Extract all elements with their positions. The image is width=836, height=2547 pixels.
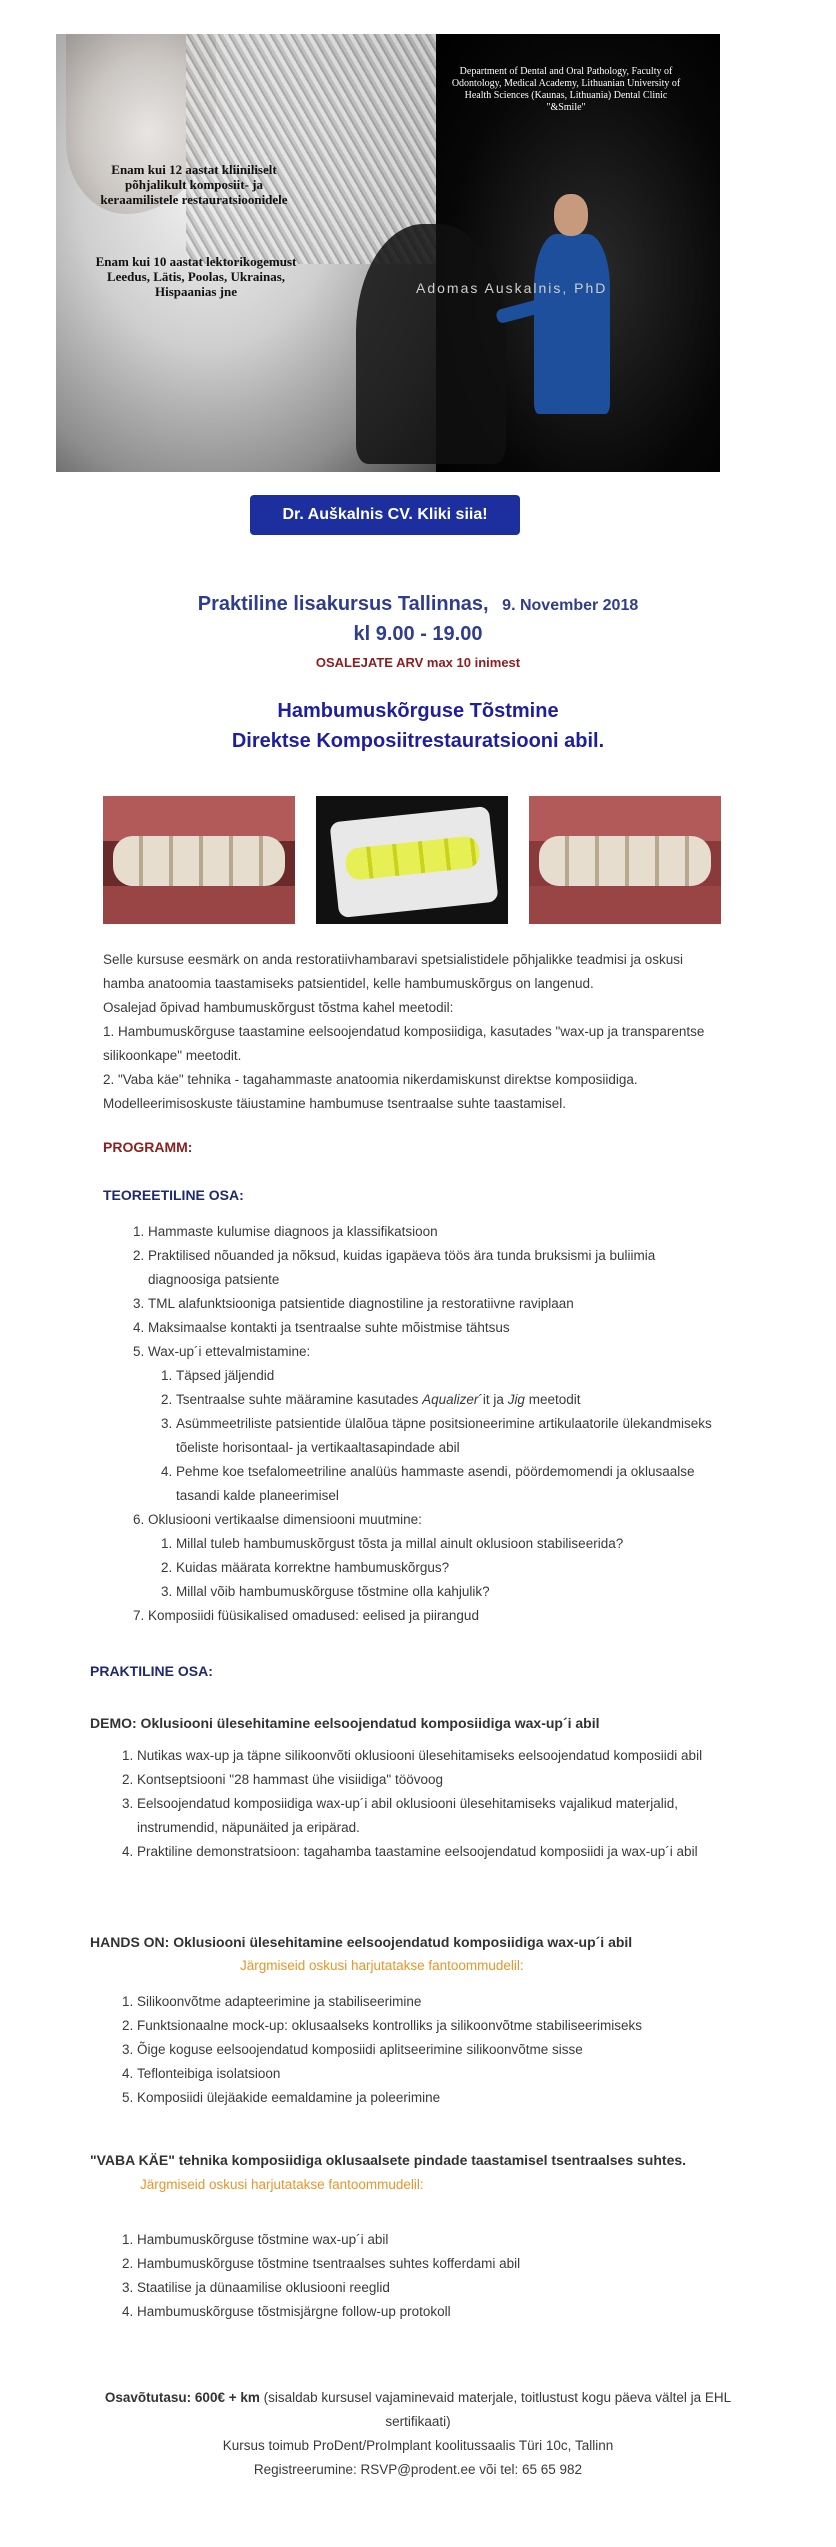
- course-title-line: [0, 593, 836, 616]
- worn-teeth-photo: [103, 796, 295, 924]
- hands-on-heading: [90, 1930, 730, 1978]
- fee-note: (sisaldab kursusel vajaminevaid materjale, toitlustust kogu päeva vältel ja EHL sertifikaati): [259, 2390, 732, 2429]
- hands-on-note: Järgmiseid oskusi harjutatakse fantoommudelil:: [240, 1958, 524, 1973]
- intro-paragraph: 2. "Vaba käe" tehnika - tagahammaste anatoomia nikerdamiskunst direktse komposiidiga. Modelleerimisoskuste täiustamine hambumuse tsentraalse suhte taastamisel.: [103, 1072, 638, 1111]
- list-item: 3. Asümmeetriliste patsientide ülalõua täpne positsioneerimine artikulaatorile ülekandmiseks tõeliste horisontaal- ja vertikaaltasapindade abil: [176, 1412, 728, 1460]
- program-heading: PROGRAMM:: [103, 1139, 193, 1155]
- list-item: 3. Millal võib hambumuskõrguse tõstmine olla kahjulik?: [176, 1580, 728, 1604]
- intro-paragraph: Osalejad õpivad hambumuskõrgust tõstma kahel meetodil:: [103, 1000, 454, 1015]
- intro-paragraph: 1. Hambumuskõrguse taastamine eelsoojendatud komposiidiga, kasutades "wax-up ja transparentse silikoonkape" meetodit.: [103, 1024, 705, 1063]
- theory-heading: TEOREETILINE OSA:: [103, 1187, 244, 1203]
- list-item: 7. Komposiidi füüsikalised omadused: eelised ja piirangud: [148, 1604, 728, 1628]
- course-time: kl 9.00 - 19.00: [353, 623, 483, 645]
- hands-on-list: [107, 1990, 707, 2110]
- speaker-figure: [526, 194, 616, 444]
- list-item: 2. Funktsionaalne mock-up: oklusaalseks kontrolliks ja silikoonvõtme stabiliseerimiseks: [137, 2014, 707, 2038]
- practical-heading: PRAKTILINE OSA:: [90, 1663, 213, 1679]
- list-item: 3. Eelsoojendatud komposiidiga wax-up´i abil oklusiooni ülesehitamiseks vajalikud materjalid, instrumendid, näpunäited ja eripärad.: [137, 1792, 707, 1840]
- list-item: 2. Kuidas määrata korrektne hambumuskõrgus?: [176, 1556, 728, 1580]
- list-item: 4. Teflonteibiga isolatsioon: [137, 2062, 707, 2086]
- list-item: 3. Staatilise ja dünaamilise oklusiooni reeglid: [137, 2276, 707, 2300]
- list-item: 3. TML alafunktsiooniga patsientide diagnostiline ja restoratiivne raviplaan: [148, 1292, 728, 1316]
- list-item: 6. Oklusiooni vertikaalse dimensiooni muutmine: 1. Millal tuleb hambumuskõrgust tõsta ja millal ainult oklusioon stabiliseerida? 2. Kuidas määrata korrektne hambumuskõrgus? 3. Millal võib hambumuskõrguse tõstmine olla kahjulik?: [148, 1508, 728, 1604]
- course-intro: [103, 948, 723, 1116]
- free-hand-heading: [90, 2148, 730, 2197]
- list-item: 1. Nutikas wax-up ja täpne silikoonvõti oklusiooni ülesehitamiseks eelsoojendatud komposiidi abil: [137, 1744, 707, 1768]
- list-item: 4. Praktiline demonstratsioon: tagahamba taastamine eelsoojendatud komposiidi ja wax-up´i abil: [137, 1840, 707, 1864]
- course-title: Praktiline lisakursus Tallinnas,: [197, 593, 489, 615]
- demo-heading: DEMO: Oklusiooni ülesehitamine eelsoojendatud komposiidiga wax-up´i abil: [90, 1715, 600, 1731]
- list-item: 1. Silikoonvõtme adapteerimine ja stabiliseerimine: [137, 1990, 707, 2014]
- list-item: 4. Pehme koe tsefalomeetriline analüüs hammaste asendi, pöördemomendi ja oklusaalse tasandi kalde planeerimisel: [176, 1460, 728, 1508]
- list-item: 2. Hambumuskõrguse tõstmine tsentraalses suhtes kofferdami abil: [137, 2252, 707, 2276]
- speaker-shadow: [356, 224, 506, 464]
- list-item: 1. Hammaste kulumise diagnoos ja klassifikatsioon: [148, 1220, 728, 1244]
- hero-speaker-name: Adomas Auskalnis, PhD: [416, 280, 608, 296]
- list-item: 1. Hambumuskõrguse tõstmine wax-up´i abil: [137, 2228, 707, 2252]
- theory-list: [118, 1220, 728, 1628]
- list-item: 5. Wax-up´i ettevalmistamine: 1. Täpsed jäljendid 2. Tsentraalse suhte määramine kasutades Aqualizer´it ja Jig meetodit 3. Asümmeetriliste patsientide ülalõua täpne positsioneerimine artikulaatorile ülekandmiseks tõeliste horisontaal- ja vertikaaltasapindade abil 4. Pehme koe tsefalomeetriline analüüs hammaste asendi, pöördemomendi ja oklusaalse tasandi kalde planeerimisel: [148, 1340, 728, 1508]
- free-hand-note: Järgmiseid oskusi harjutatakse fantoommudelil:: [140, 2177, 424, 2192]
- free-hand-list: [107, 2228, 707, 2324]
- free-hand-title: "VABA KÄE" tehnika komposiidiga oklusaalsete pindade taastamisel tsentraalses suhtes.: [90, 2152, 687, 2168]
- intro-paragraph: Selle kursuse eesmärk on anda restoratiivhambaravi spetsialistidele põhjalikke teadmisi ja oskusi hamba anatoomia taastamiseks patsientidel, kelle hambumuskõrgus on langenud.: [103, 952, 684, 991]
- list-item: 1. Täpsed jäljendid: [176, 1364, 728, 1388]
- restored-teeth-photo: [529, 796, 721, 924]
- registration-line: Registreerumine: RSVP@prodent.ee või tel: 65 65 982: [253, 2462, 583, 2477]
- list-item: 4. Maksimaalse kontakti ja tsentraalse suhte mõistmise tähtsus: [148, 1316, 728, 1340]
- hero-claim-lecturing: Enam kui 10 aastat lektorikogemust Leedus, Lätis, Poolas, Ukrainas, Hispaanias jne: [95, 254, 297, 299]
- participant-limit: OSALEJATE ARV max 10 inimest: [315, 655, 521, 670]
- hero-banner-image: [56, 34, 720, 472]
- wax-up-model-photo: [316, 796, 508, 924]
- topic-title-line1: Hambumuskõrguse Tõstmine: [277, 700, 559, 722]
- hands-on-title: HANDS ON: Oklusiooni ülesehitamine eelsoojendatud komposiidiga wax-up´i abil: [90, 1934, 633, 1950]
- list-item: 3. Õige koguse eelsoojendatud komposiidi aplitseerimine silikoonvõtme sisse: [137, 2038, 707, 2062]
- hero-claim-experience: Enam kui 12 aastat kliiniliselt põhjalikult komposiit- ja keraamilistele restauratsioonidele: [100, 162, 288, 207]
- list-item: 4. Hambumuskõrguse tõstmisjärgne follow-up protokoll: [137, 2300, 707, 2324]
- course-date: 9. November 2018: [502, 597, 639, 614]
- list-item: 2. Kontseptsiooni "28 hammast ühe visiidiga" töövoog: [137, 1768, 707, 1792]
- hero-department: Department of Dental and Oral Pathology, Faculty of Odontology, Medical Academy, Lithuanian University of Health Sciences (Kaunas, Lithuania) Dental Clinic "&Smile": [451, 66, 681, 113]
- list-item: 1. Millal tuleb hambumuskõrgust tõsta ja millal ainult oklusioon stabiliseerida?: [176, 1532, 728, 1556]
- demo-list: [107, 1744, 707, 1864]
- list-item: 5. Komposiidi ülejäakide eemaldamine ja poleerimine: [137, 2086, 707, 2110]
- location-line: Kursus toimub ProDent/ProImplant koolitussaalis Türi 10c, Tallinn: [222, 2438, 614, 2453]
- list-item: 2. Tsentraalse suhte määramine kasutades Aqualizer´it ja Jig meetodit: [176, 1388, 728, 1412]
- cv-link-button[interactable]: Dr. Auškalnis CV. Kliki siia!: [250, 495, 520, 535]
- topic-title-line2: Direktse Komposiitrestauratsiooni abil.: [231, 730, 605, 752]
- hair-graphic: [186, 34, 436, 264]
- fee-line: [100, 2386, 736, 2434]
- fee-label: Osavõtutasu: 600€ + km: [104, 2390, 260, 2405]
- list-item: 2. Praktilised nõuanded ja nõksud, kuidas igapäeva töös ära tunda bruksismi ja buliimia diagnoosiga patsiente: [148, 1244, 728, 1292]
- course-footer: [100, 2386, 736, 2482]
